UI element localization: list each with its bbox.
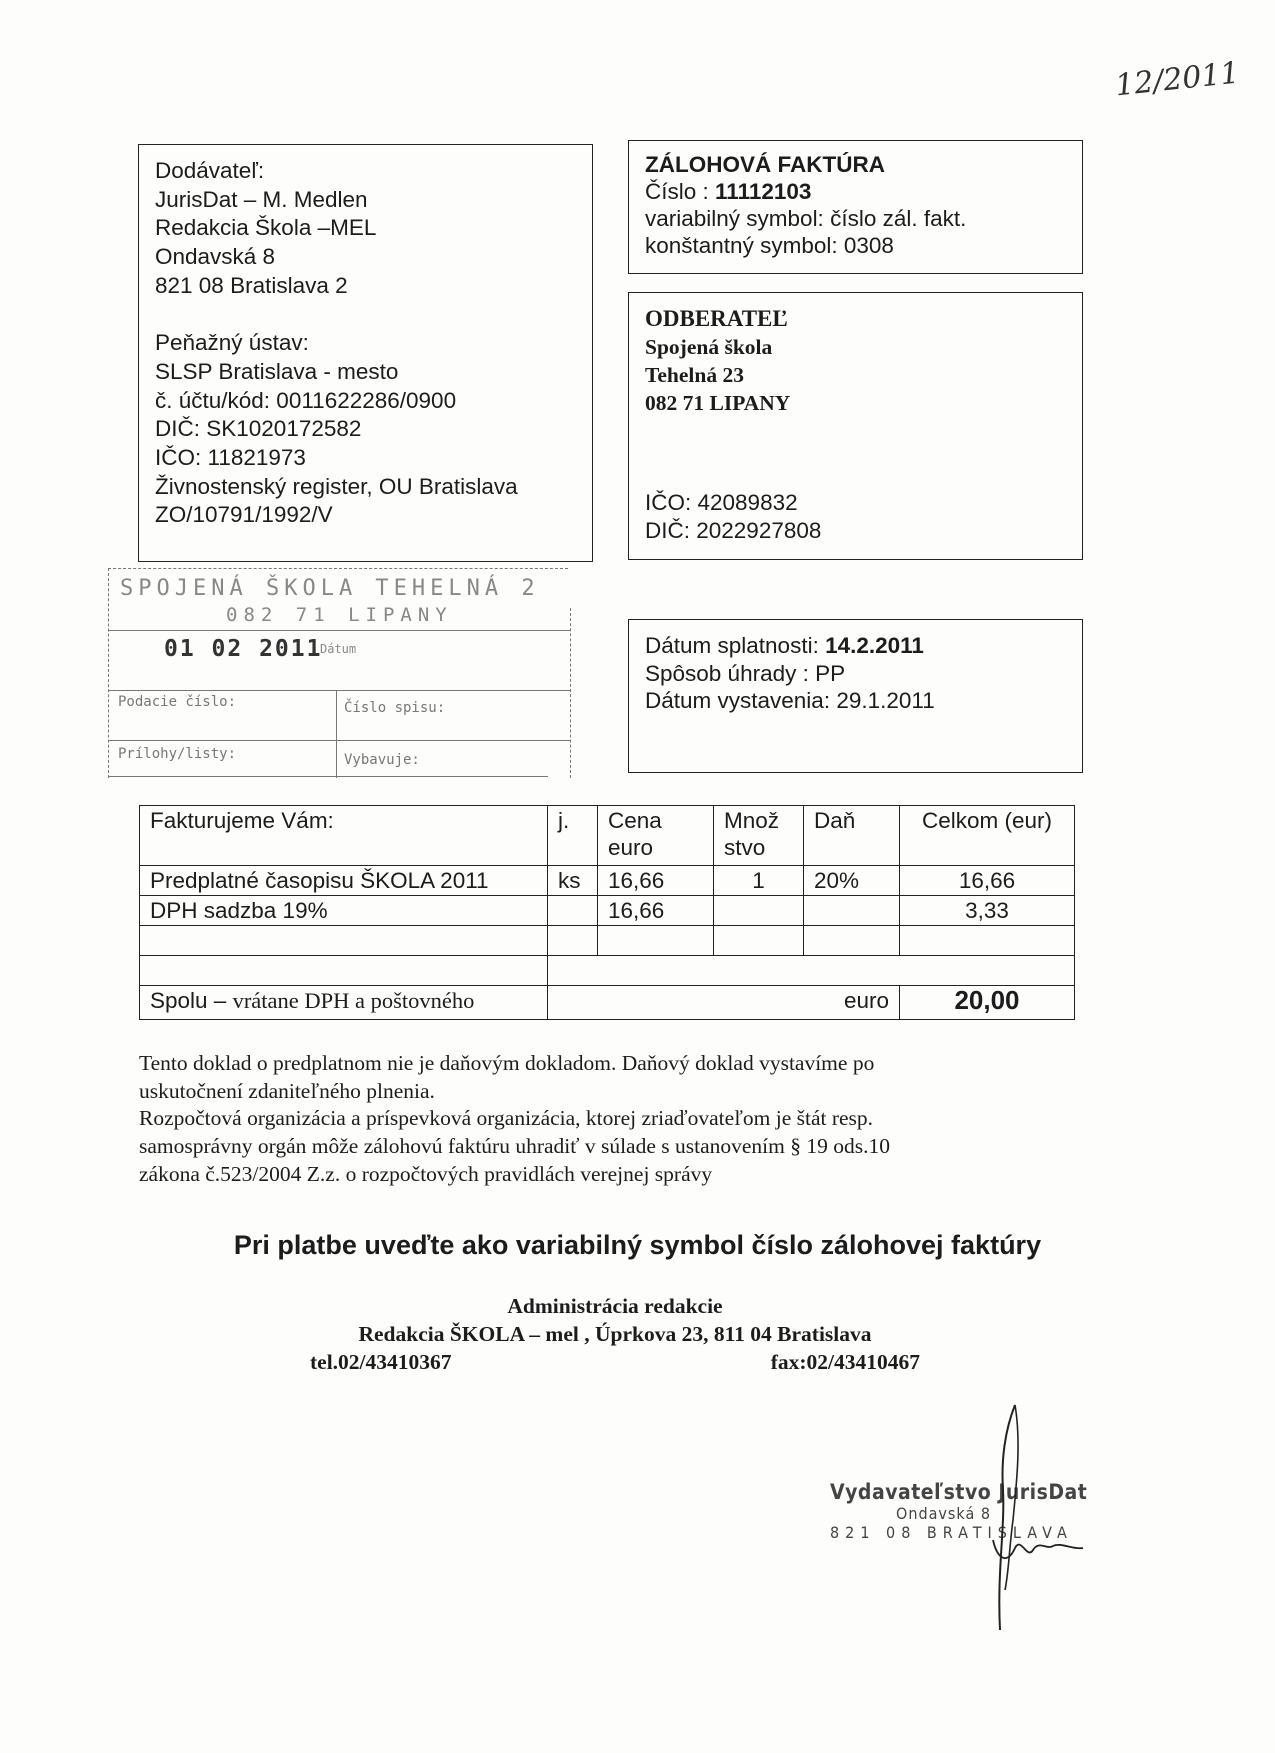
invoice-number: [645, 178, 1066, 205]
publisher-name: Vydavateľstvo JurisDat: [830, 1480, 1088, 1504]
table-header-cell: Množ stvo: [714, 806, 804, 866]
table-cell: [714, 896, 804, 926]
supplier-line: 821 08 Bratislava 2: [155, 272, 348, 298]
table-total-row: [140, 986, 1075, 1020]
items-table: [139, 805, 1075, 1020]
stamp-prilohy: Prílohy/listy:: [118, 746, 237, 762]
due-date-value: 14.2.2011: [825, 633, 924, 658]
table-cell: 20%: [804, 866, 900, 896]
supplier-box: [138, 144, 593, 562]
customer-street: Tehelná 23: [645, 363, 744, 387]
notice-line: Rozpočtová organizácia a príspevková organizácia, ktorej zriaďovateľom je štát resp.: [139, 1106, 874, 1131]
table-cell: DPH sadzba 19%: [140, 896, 548, 926]
customer-box: [628, 292, 1083, 560]
publisher-street: Ondavská 8: [896, 1504, 992, 1523]
table-row: [140, 896, 1075, 926]
due-date-label: Dátum splatnosti:: [645, 633, 826, 658]
supplier-line: ZO/10791/1992/V: [155, 502, 333, 528]
admin-contacts: [310, 1348, 920, 1376]
table-cell: 3,33: [900, 896, 1075, 926]
stamp-vybavuje: Vybavuje:: [344, 752, 420, 768]
table-row-empty: [140, 926, 1075, 956]
table-cell: [548, 896, 598, 926]
supplier-line: Živnostenský register, OU Bratislava: [155, 473, 518, 499]
payment-method: Spôsob úhrady : PP: [645, 660, 846, 686]
total-label-part: Spolu –: [150, 988, 233, 1013]
stamp-date: 01 02 2011: [164, 636, 323, 662]
notice-line: samosprávny orgán môže zálohovú faktúru uhradiť v súlade s ustanovením § 19 ods.10: [139, 1134, 890, 1159]
payment-hint: Pri platbe uveďte ako variabilný symbol číslo zálohovej faktúry: [233, 1230, 1042, 1260]
invoice-header-box: [628, 140, 1083, 274]
table-row-empty: [140, 956, 1075, 986]
supplier-line: Redakcia Škola –MEL: [155, 215, 377, 241]
customer-city: 082 71 LIPANY: [645, 391, 791, 415]
due-date: [645, 632, 1066, 660]
invoice-title: ZÁLOHOVÁ FAKTÚRA: [645, 152, 885, 177]
admin-title: Administrácia redakcie: [507, 1294, 723, 1318]
stamp-cislo-spisu: Číslo spisu:: [344, 700, 446, 716]
stamp-podacie: Podacie číslo:: [118, 694, 237, 710]
admin-fax: fax:02/43410467: [770, 1350, 920, 1374]
total-currency: euro: [548, 986, 900, 1020]
constant-symbol: konštantný symbol: 0308: [645, 233, 894, 258]
notice-line: Tento doklad o predplatnom nie je daňovým dokladom. Daňový doklad vystavíme po: [139, 1051, 875, 1075]
table-header-cell: Fakturujeme Vám:: [140, 806, 548, 866]
notice-line: zákona č.523/2004 Z.z. o rozpočtových pravidlách verejnej správy: [139, 1161, 713, 1186]
invoice-number-value: 11112103: [715, 179, 812, 204]
supplier-line: Dodávateľ:: [155, 158, 265, 183]
stamp-city: 082 71 LIPANY: [226, 604, 453, 626]
total-value: 20,00: [900, 986, 1075, 1020]
table-row: [140, 866, 1075, 896]
table-cell: [804, 896, 900, 926]
receipt-stamp: [108, 568, 576, 778]
notice-line: uskutočnení zdaniteľného plnenia.: [139, 1078, 435, 1103]
admin-tel: tel.02/43410367: [310, 1350, 452, 1374]
table-cell: 1: [714, 866, 804, 896]
total-label-part: vrátane DPH a poštovného: [232, 988, 475, 1013]
table-header-row: [140, 806, 1075, 866]
table-header-cell: Cena euro: [598, 806, 714, 866]
customer-ico: IČO: 42089832: [645, 490, 798, 515]
supplier-spacer: [155, 301, 576, 330]
table-header-cell: Daň: [804, 806, 900, 866]
table-cell: 16,66: [598, 896, 714, 926]
supplier-line: Ondavská 8: [155, 244, 276, 270]
notice-text: [139, 1050, 1069, 1189]
table-cell: ks: [548, 866, 598, 896]
table-cell: 16,66: [598, 866, 714, 896]
admin-address: Redakcia ŠKOLA – mel , Úprkova 23, 811 04 Bratislava: [358, 1322, 872, 1346]
total-label: [140, 986, 548, 1020]
supplier-line: SLSP Bratislava - mesto: [155, 358, 399, 384]
customer-name: Spojená škola: [645, 335, 773, 359]
stamp-date-label: Dátum: [320, 642, 357, 656]
admin-block: [310, 1292, 920, 1376]
supplier-line: JurisDat – M. Medlen: [155, 186, 368, 212]
supplier-line: IČO: 11821973: [155, 445, 306, 471]
table-cell: 16,66: [900, 866, 1075, 896]
table-header-cell: j.: [548, 806, 598, 866]
signature: [935, 1400, 1095, 1640]
stamp-title: SPOJENÁ ŠKOLA TEHELNÁ 2: [120, 576, 540, 601]
customer-title: ODBERATEĽ: [645, 306, 788, 331]
handwritten-note: 12/2011: [1113, 55, 1242, 104]
issue-date: Dátum vystavenia: 29.1.2011: [645, 688, 935, 713]
invoice-number-label: Číslo :: [645, 179, 716, 204]
customer-dic: DIČ: 2022927808: [645, 517, 822, 543]
supplier-line: DIČ: SK1020172582: [155, 416, 362, 442]
supplier-line: Peňažný ústav:: [155, 330, 309, 356]
table-header-cell: Celkom (eur): [900, 806, 1075, 866]
variable-symbol: variabilný symbol: číslo zál. fakt.: [645, 206, 967, 231]
supplier-line: č. účtu/kód: 0011622286/0900: [155, 387, 457, 413]
table-cell: Predplatné časopisu ŠKOLA 2011: [140, 866, 548, 896]
publisher-city: 821 08 BRATISLAVA: [830, 1523, 1073, 1542]
dates-box: [628, 619, 1083, 773]
